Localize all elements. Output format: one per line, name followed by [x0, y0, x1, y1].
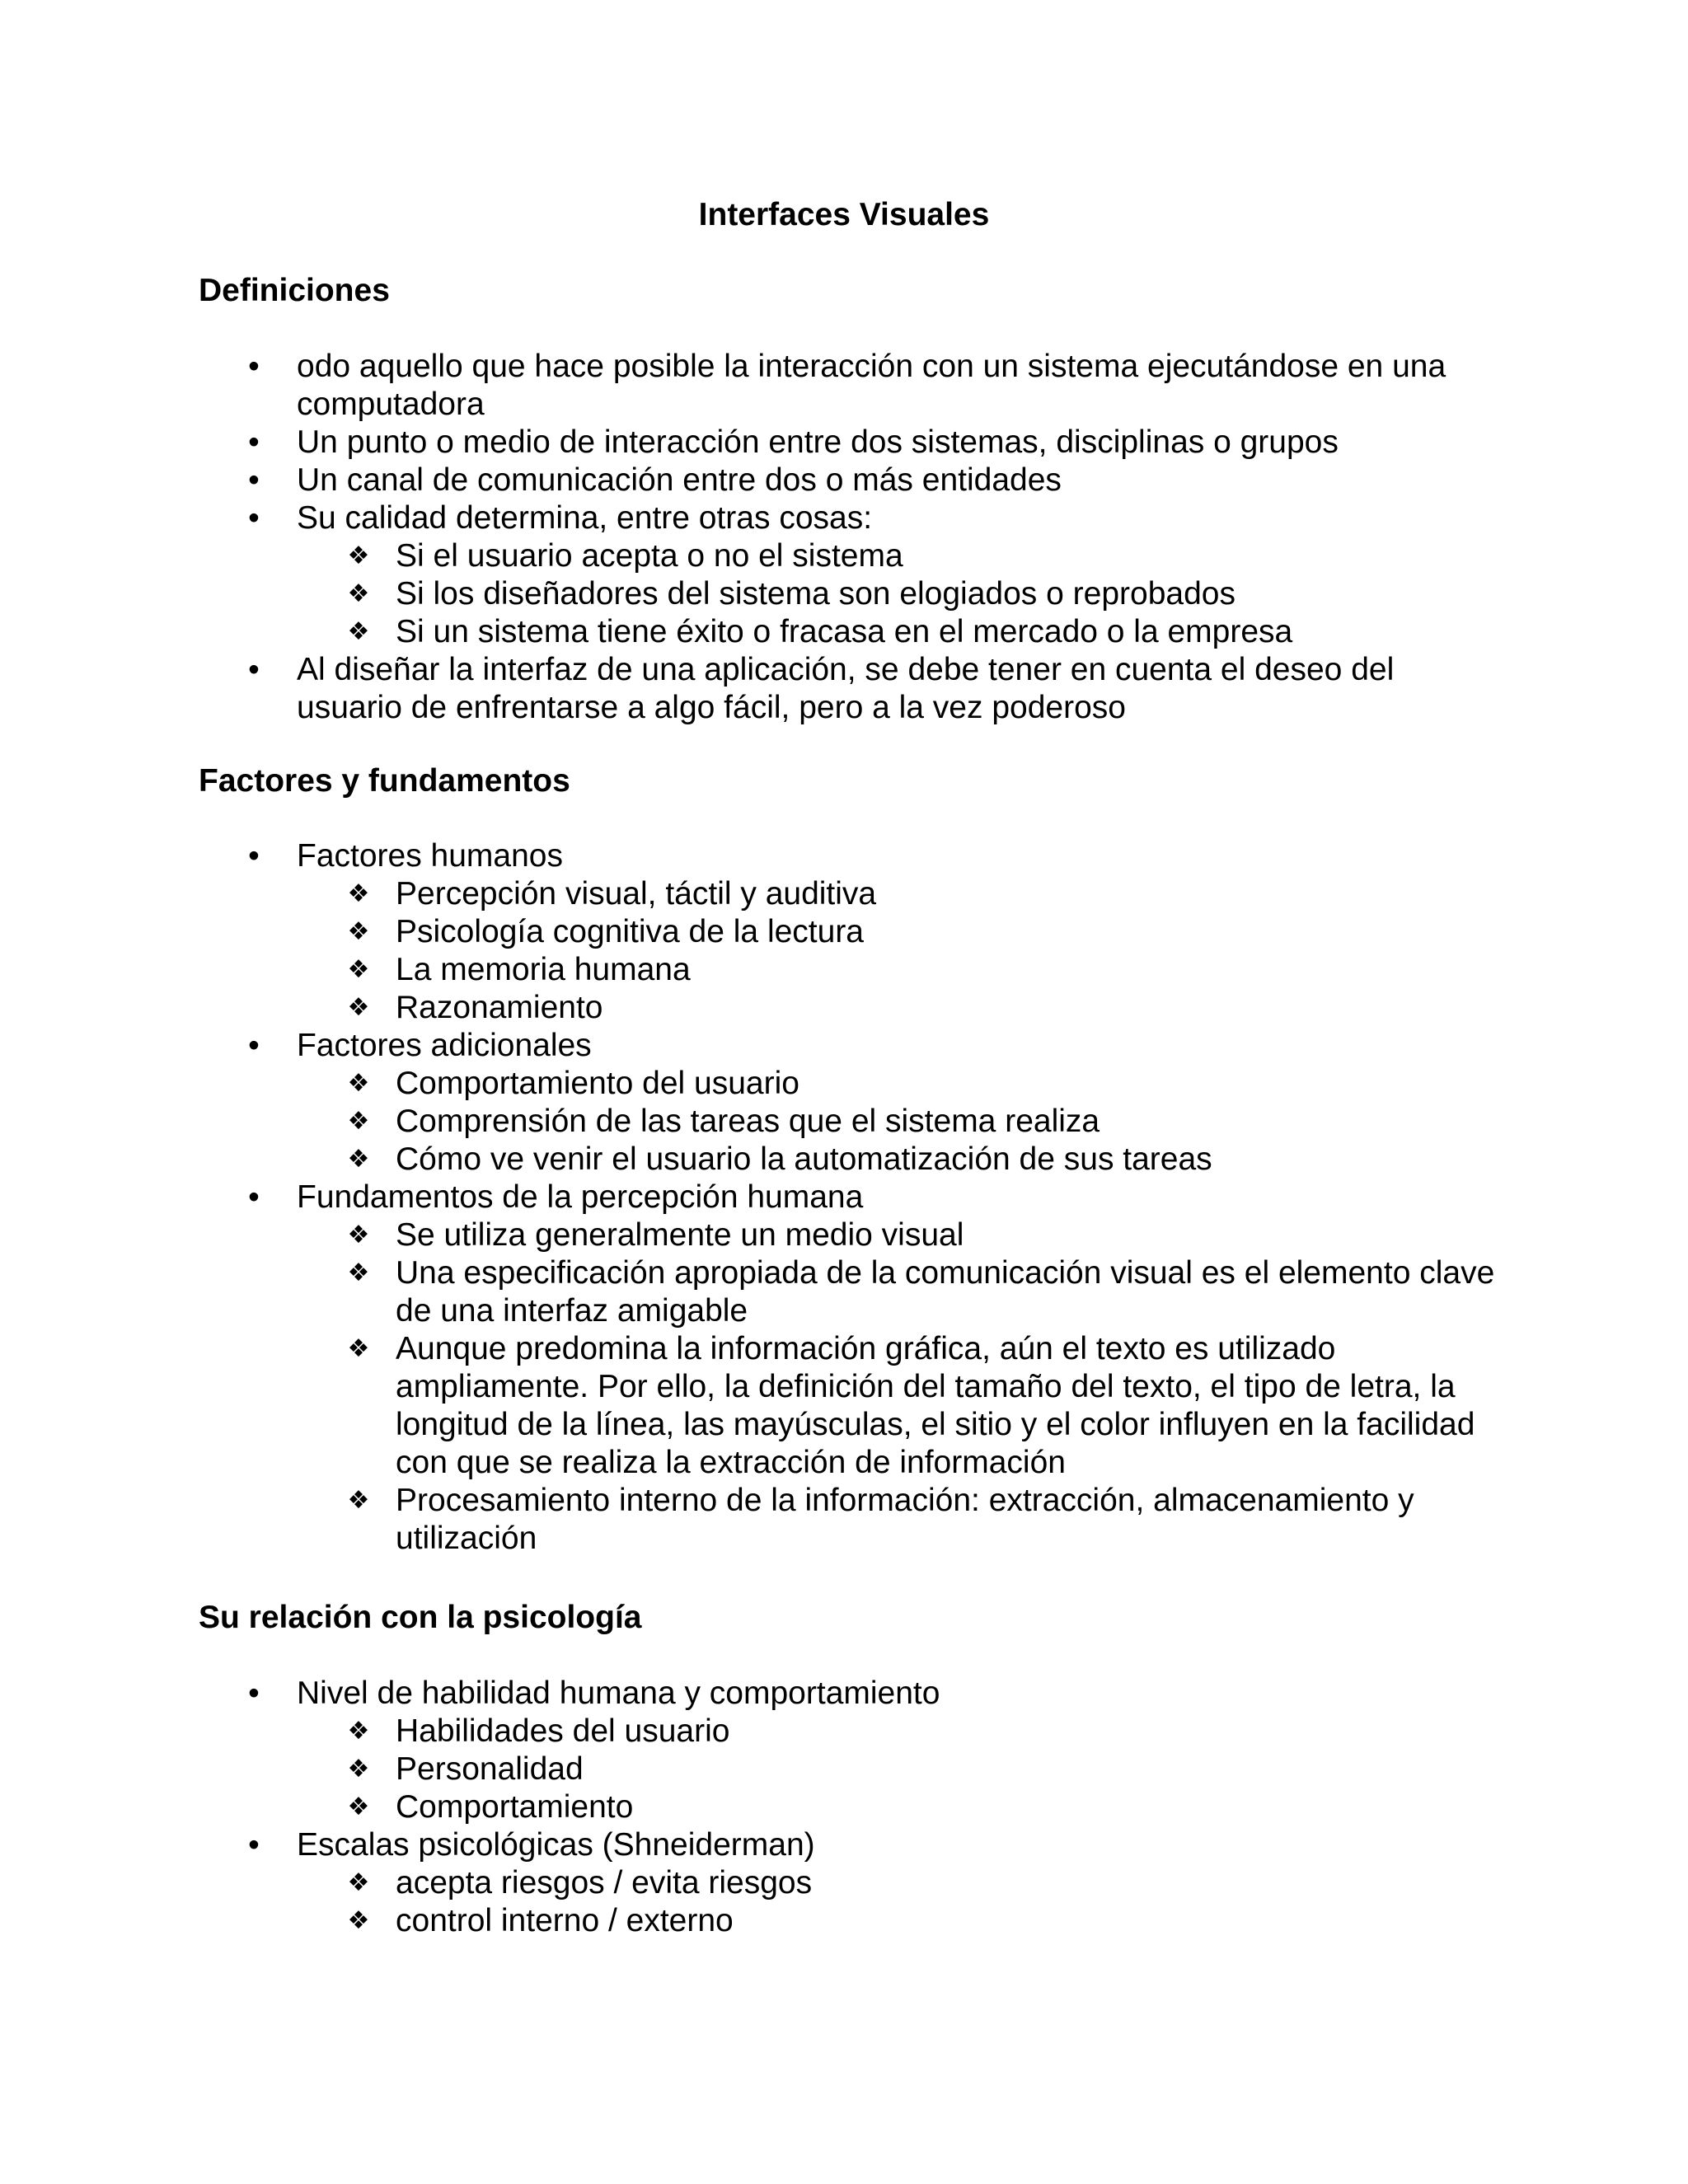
sublist-item: [297, 989, 1500, 1027]
sublist-item-text: Habilidades del usuario: [396, 1713, 730, 1749]
diamond-bullet-icon: ❖: [347, 580, 370, 607]
bullet-icon: •: [248, 1675, 260, 1711]
sublist-item: [297, 1482, 1500, 1558]
list-item: [0, 462, 1500, 499]
sublist-item: [297, 1788, 1500, 1826]
sublist-item-text: Procesamiento interno de la información: extracción, almacenamiento y utilización: [396, 1483, 1414, 1556]
section-heading-definiciones: Definiciones: [199, 273, 390, 308]
list-item: [0, 499, 1500, 651]
sublist: [297, 875, 1500, 1027]
list-item-text: Factores humanos: [297, 838, 563, 874]
sublist-item: [297, 1216, 1500, 1254]
sublist-item-text: Comprensión de las tareas que el sistema realiza: [396, 1104, 1100, 1139]
list-item-text: odo aquello que hace posible la interacción con un sistema ejecutándose en una computadora: [297, 349, 1447, 422]
bullet-icon: •: [248, 424, 260, 460]
sublist-item: [297, 537, 1500, 575]
sublist-item-text: La memoria humana: [396, 952, 691, 987]
sublist: [297, 1065, 1500, 1179]
sublist-item-text: Cómo ve venir el usuario la automatización de sus tareas: [396, 1141, 1212, 1177]
psicologia-list: [0, 1675, 1688, 1940]
list-item-text: Un canal de comunicación entre dos o más entidades: [297, 462, 1062, 498]
sublist: [297, 1216, 1500, 1558]
bullet-icon: •: [248, 1028, 260, 1063]
diamond-bullet-icon: ❖: [347, 1869, 370, 1896]
list-item: [0, 1179, 1500, 1558]
sublist: [297, 1864, 1500, 1940]
sublist-item: [297, 1103, 1500, 1141]
sublist-item: [297, 1864, 1500, 1902]
sublist-item-text: Una especificación apropiada de la comunicación visual es el elemento clave de una interfaz amigable: [396, 1255, 1495, 1329]
list-item-text: Nivel de habilidad humana y comportamiento: [297, 1675, 940, 1711]
diamond-bullet-icon: ❖: [347, 1718, 370, 1745]
diamond-bullet-icon: ❖: [347, 1070, 370, 1097]
sublist-item-text: Se utiliza generalmente un medio visual: [396, 1217, 964, 1253]
factores-list: [0, 837, 1688, 1558]
sublist-item-text: Razonamiento: [396, 990, 603, 1025]
diamond-bullet-icon: ❖: [347, 1907, 370, 1934]
list-item: [0, 651, 1500, 727]
sublist: [297, 1713, 1500, 1826]
sublist-item-text: Si el usuario acepta o no el sistema: [396, 538, 903, 574]
diamond-bullet-icon: ❖: [347, 1108, 370, 1135]
list-item-text: Factores adicionales: [297, 1028, 592, 1063]
sublist-item: [297, 575, 1500, 613]
sublist-item-text: acepta riesgos / evita riesgos: [396, 1865, 813, 1900]
bullet-icon: •: [248, 838, 260, 874]
diamond-bullet-icon: ❖: [347, 918, 370, 945]
sublist-item-text: Aunque predomina la información gráfica, aún el texto es utilizado ampliamente. Por ello, la definición del tamaño del texto, el tipo de letra, la longitud de la línea, las mayúsculas, el sitio y el color influyen en la facilidad con que se realiza la extracción de información: [396, 1331, 1475, 1480]
list-item: [0, 1826, 1500, 1940]
list-item-text: Escalas psicológicas (Shneiderman): [297, 1827, 815, 1863]
sublist-item: [297, 951, 1500, 989]
document-title: Interfaces Visuales: [698, 197, 990, 232]
diamond-bullet-icon: ❖: [347, 542, 370, 569]
diamond-bullet-icon: ❖: [347, 994, 370, 1021]
section-heading-psicologia: Su relación con la psicología: [199, 1600, 642, 1635]
sublist-item-text: Percepción visual, táctil y auditiva: [396, 876, 877, 912]
sublist-item: [297, 1065, 1500, 1103]
sublist-item-text: control interno / externo: [396, 1903, 734, 1938]
diamond-bullet-icon: ❖: [347, 618, 370, 645]
bullet-icon: •: [248, 462, 260, 498]
definiciones-list: [0, 348, 1688, 727]
sublist-item: [297, 1141, 1500, 1179]
list-item: [0, 1675, 1500, 1826]
bullet-icon: •: [248, 349, 260, 384]
sublist-item-text: Psicología cognitiva de la lectura: [396, 914, 864, 949]
sublist-item: [297, 875, 1500, 913]
list-item: [0, 424, 1500, 462]
diamond-bullet-icon: ❖: [347, 1259, 370, 1286]
diamond-bullet-icon: ❖: [347, 1755, 370, 1783]
list-item-text: Un punto o medio de interacción entre dos sistemas, disciplinas o grupos: [297, 424, 1339, 460]
bullet-icon: •: [248, 1827, 260, 1863]
bullet-icon: •: [248, 500, 260, 536]
list-item: [0, 348, 1500, 424]
section-heading-factores: Factores y fundamentos: [199, 763, 570, 799]
diamond-bullet-icon: ❖: [347, 1146, 370, 1173]
sublist-item: [297, 613, 1500, 651]
diamond-bullet-icon: ❖: [347, 956, 370, 983]
list-item: [0, 837, 1500, 1027]
bullet-icon: •: [248, 1179, 260, 1215]
sublist-item-text: Comportamiento: [396, 1789, 634, 1825]
list-item-text: Al diseñar la interfaz de una aplicación, se debe tener en cuenta el deseo del usuario de enfrentarse a algo fácil, pero a la vez poderoso: [297, 652, 1395, 725]
diamond-bullet-icon: ❖: [347, 1335, 370, 1362]
sublist-item-text: Personalidad: [396, 1751, 584, 1787]
sublist-item: [297, 1750, 1500, 1788]
sublist-item: [297, 1330, 1500, 1482]
list-item-text: Su calidad determina, entre otras cosas:: [297, 500, 873, 536]
sublist-item-text: Comportamiento del usuario: [396, 1066, 799, 1101]
sublist-item: [297, 1254, 1500, 1330]
sublist-item-text: Si un sistema tiene éxito o fracasa en el mercado o la empresa: [396, 614, 1293, 649]
sublist-item: [297, 1713, 1500, 1750]
diamond-bullet-icon: ❖: [347, 1793, 370, 1821]
sublist-item-text: Si los diseñadores del sistema son elogiados o reprobados: [396, 576, 1236, 612]
list-item-text: Fundamentos de la percepción humana: [297, 1179, 864, 1215]
diamond-bullet-icon: ❖: [347, 1221, 370, 1249]
diamond-bullet-icon: ❖: [347, 880, 370, 907]
list-item: [0, 1027, 1500, 1179]
diamond-bullet-icon: ❖: [347, 1487, 370, 1514]
bullet-icon: •: [248, 652, 260, 687]
sublist-item: [297, 913, 1500, 951]
sublist-item: [297, 1902, 1500, 1940]
sublist: [297, 537, 1500, 651]
